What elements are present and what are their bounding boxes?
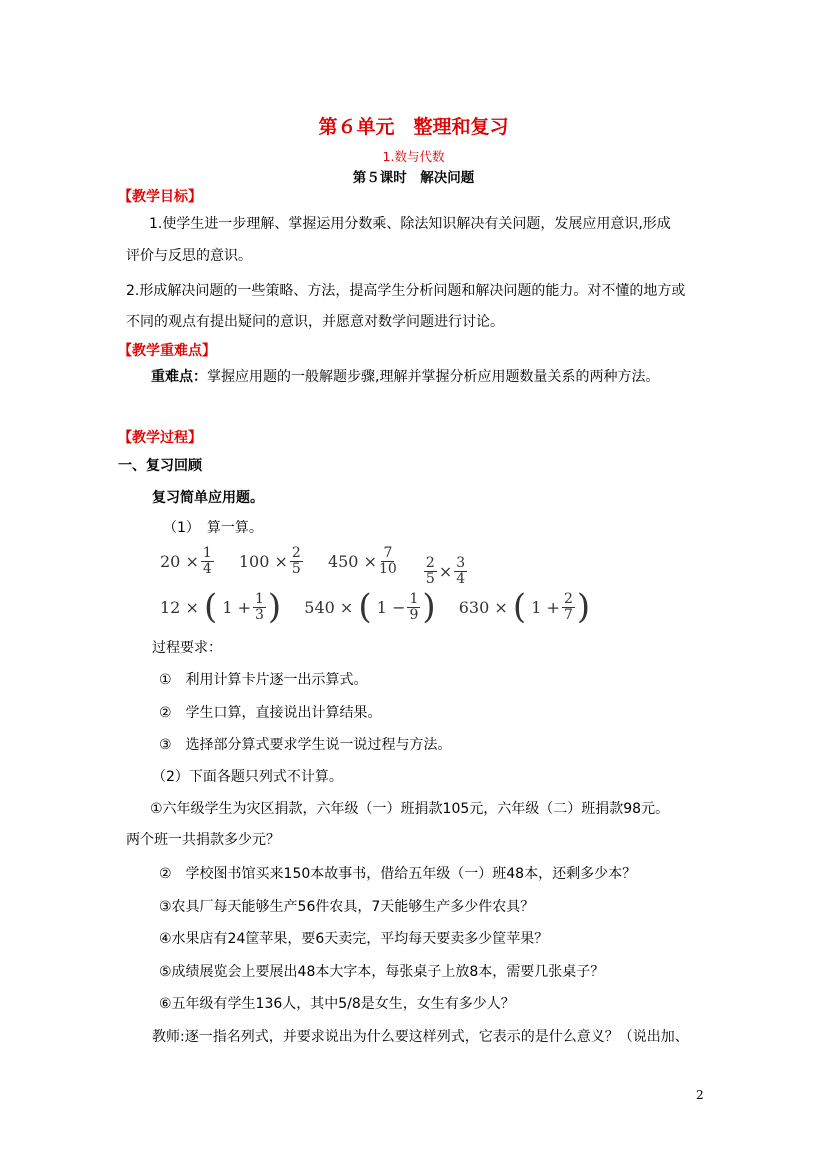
page-number: 2: [696, 1088, 704, 1102]
question-1-line-1: ①六年级学生为灾区捐款，六年级（一）班捐款105元，六年级（二）班捐款98元。: [150, 801, 670, 817]
goal-1-line-2: 评价与反思的意识。: [126, 248, 252, 264]
goal-2-line-2: 不同的观点有提出疑问的意识，并愿意对数学问题进行讨论。: [126, 314, 504, 330]
fraction: $\frac{2}{5}$: [291, 545, 301, 577]
question-2: ② 学校图书馆买来150本故事书，借给五年级（一）班48本，还剩多少本？: [159, 866, 637, 882]
math-whole: 100: [238, 552, 270, 571]
part-1-label: （1） 算一算。: [163, 520, 263, 536]
section-review: 一、复习回顾: [118, 458, 202, 474]
times-sign: ×: [339, 597, 354, 617]
fraction: $\frac{1}{4}$: [202, 545, 212, 577]
times-sign: ×: [185, 597, 199, 617]
question-5: ⑤成绩展览会上要展出48本大字本，每张桌子上放8本，需要几张桌子？: [159, 964, 605, 980]
fraction: $\frac{2}{5}$: [425, 555, 435, 587]
math-row-2: [160, 587, 608, 627]
math-expr: [422, 556, 469, 587]
math-whole: 450: [327, 552, 359, 571]
lesson-title: 第５课时 解决问题: [352, 170, 475, 186]
goal-1-line-1: 1.使学生进一步理解、掌握运用分数乘、除法知识解决有关问题，发展应用意识,形成: [149, 216, 671, 232]
requirement-1: ① 利用计算卡片逐一出示算式。: [159, 672, 368, 688]
requirement-2: ② 学生口算，直接说出计算结果。: [159, 705, 382, 721]
requirements-label: 过程要求：: [152, 640, 222, 656]
key-points-heading: 【教学重难点】: [118, 343, 216, 359]
question-6: ⑥五年级有学生136人，其中5/8是女生，女生有多少人？: [159, 996, 515, 1012]
math-expr: 540 × ( 1 − $\frac{1}{9}$ ): [304, 587, 436, 627]
math-whole: 540: [304, 597, 335, 617]
math-whole: 20: [160, 552, 181, 571]
question-3: ③农具厂每天能够生产56件农具，7天能够生产多少件农具？: [159, 899, 535, 915]
question-4: ④水果店有24筐苹果，要6天卖完，平均每天要卖多少筐苹果？: [159, 931, 549, 947]
key-points-text: [151, 367, 659, 387]
process-heading: 【教学过程】: [118, 430, 202, 446]
requirement-3: ③ 选择部分算式要求学生说一说过程与方法。: [159, 737, 452, 753]
math-whole: 630: [458, 597, 490, 617]
math-expr: [328, 546, 399, 577]
times-sign: ×: [274, 552, 288, 571]
math-expr: [239, 546, 305, 577]
times-sign: ×: [438, 562, 453, 581]
fraction: $\frac{7}{10}$: [378, 545, 397, 577]
fraction: $\frac{3}{4}$: [456, 555, 466, 587]
math-expr: 12 × ( 1 + $\frac{1}{3}$ ): [160, 587, 282, 627]
times-sign: ×: [185, 552, 199, 571]
times-sign: ×: [363, 552, 377, 571]
goals-heading: 【教学目标】: [118, 189, 202, 205]
fraction: $\frac{1}{9}$: [409, 590, 419, 623]
page-subtitle: 1.数与代数: [382, 149, 445, 164]
times-sign: ×: [494, 597, 508, 617]
goal-2-line-1: 2.形成解决问题的一些策略、方法，提高学生分析问题和解决问题的能力。对不懂的地方或: [126, 283, 686, 299]
fraction: $\frac{1}{3}$: [255, 590, 264, 623]
math-expr: 630 × ( 1 + $\frac{2}{7}$ ): [458, 587, 591, 627]
math-whole: 12: [160, 597, 181, 617]
math-row-1: [160, 546, 487, 587]
key-points-label: 重难点：: [151, 369, 207, 385]
part-2-label: （2）下面各题只列式不计算。: [152, 769, 343, 785]
question-1-line-2: 两个班一共捐款多少元？: [126, 832, 280, 848]
fraction: $\frac{2}{7}$: [563, 590, 573, 623]
subsection-simple-problems: 复习简单应用题。: [152, 490, 264, 506]
math-expr: [160, 546, 216, 577]
key-points-content: 掌握应用题的一般解题步骤,理解并掌握分析应用题数量关系的两种方法。: [207, 369, 660, 385]
page-title: 第６单元 整理和复习: [318, 116, 509, 138]
teacher-instruction: 教师:逐一指名列式，并要求说出为什么要这样列式，它表示的是什么意义？（说出加、: [152, 1029, 689, 1045]
